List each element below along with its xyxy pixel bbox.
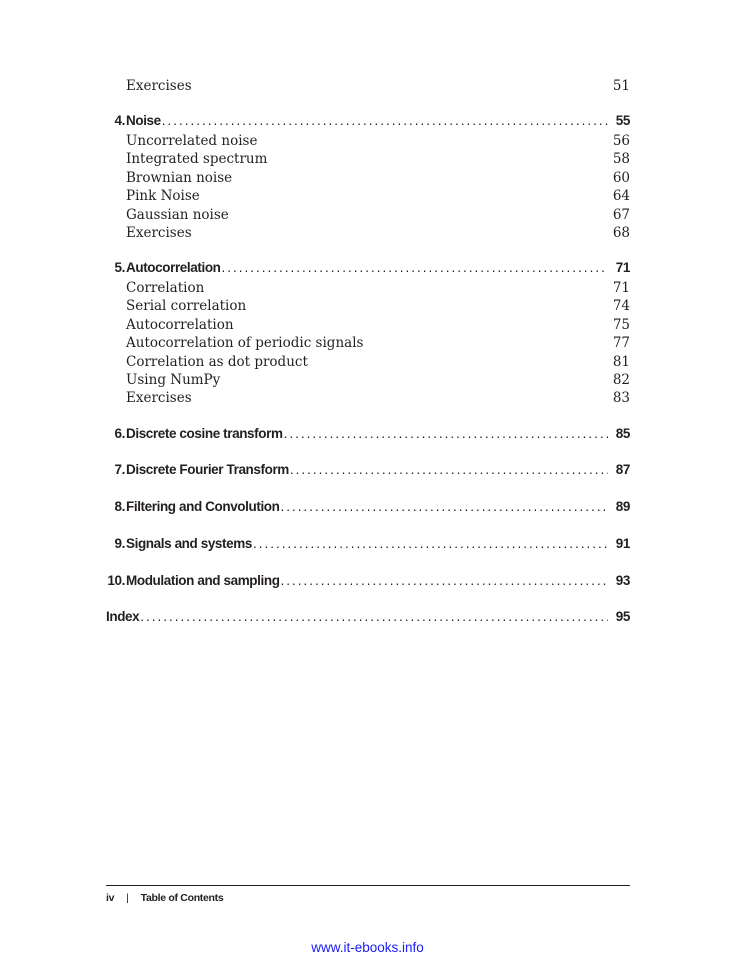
toc-chapter-4[interactable] [95, 111, 630, 131]
toc-entry-label: Brownian noise [126, 170, 233, 186]
chapter-title: Autocorrelation [126, 260, 221, 275]
toc-entry-label: Using NumPy [126, 372, 221, 388]
footer-separator: | [126, 892, 129, 904]
toc-chapter-6[interactable] [95, 424, 630, 444]
toc-entry-label: Gaussian noise [126, 207, 229, 223]
toc-entry[interactable] [126, 333, 630, 353]
toc-entry-page: 75 [612, 317, 630, 333]
chapter-number: 7. [114, 462, 125, 477]
toc-entry[interactable] [126, 223, 630, 243]
toc-entry-page: 51 [612, 78, 630, 94]
dot-leader [284, 424, 608, 444]
toc-entry[interactable] [126, 388, 630, 408]
toc-entry-label: Correlation [126, 280, 205, 296]
chapter-title: Discrete Fourier Transform [126, 462, 289, 477]
toc-entry-label: Exercises [126, 225, 192, 241]
toc-entry[interactable] [126, 296, 630, 316]
page-footer [106, 890, 223, 906]
watermark-link[interactable]: www.it-ebooks.info [311, 940, 424, 955]
chapter-title: Filtering and Convolution [126, 499, 280, 514]
chapter-number: 4. [114, 113, 125, 128]
toc-entry-label: Uncorrelated noise [126, 133, 258, 149]
footer-page-number: iv [106, 892, 115, 904]
toc-entry[interactable] [126, 186, 630, 206]
chapter-number: 6. [114, 426, 125, 441]
toc-entry-label: Autocorrelation [126, 317, 234, 333]
toc-chapter-7[interactable] [95, 460, 630, 480]
toc-entry[interactable] [126, 205, 630, 225]
toc-entry-page: 81 [612, 354, 630, 370]
dot-leader [140, 607, 608, 627]
dot-leader [280, 497, 608, 517]
toc-entry-label: Pink Noise [126, 188, 200, 204]
chapter-page: 55 [615, 113, 630, 128]
dot-leader [281, 571, 608, 591]
toc-entry[interactable] [126, 278, 630, 298]
dot-leader [222, 258, 608, 278]
dot-leader [290, 460, 608, 480]
chapter-page: 89 [615, 499, 630, 514]
chapter-title: Noise [126, 113, 161, 128]
toc-entry-page: 74 [612, 298, 630, 314]
toc-entry[interactable] [126, 76, 630, 96]
toc-entry[interactable] [126, 149, 630, 169]
toc-entry-label: Exercises [126, 390, 192, 406]
toc-entry-page: 58 [612, 151, 630, 167]
toc-entry-page: 64 [612, 188, 630, 204]
toc-entry-label: Correlation as dot product [126, 354, 308, 370]
toc-entry-label: Autocorrelation of periodic signals [126, 335, 364, 351]
chapter-number: 5. [114, 260, 125, 275]
footer-rule [106, 885, 630, 886]
toc-entry[interactable] [126, 315, 630, 335]
chapter-page: 71 [615, 260, 630, 275]
dot-leader [162, 111, 608, 131]
toc-entry-page: 68 [612, 225, 630, 241]
chapter-page: 93 [615, 573, 630, 588]
dot-leader [253, 534, 608, 554]
toc-entry-label: Exercises [126, 78, 192, 94]
toc-entry-page: 77 [612, 335, 630, 351]
toc-index[interactable] [106, 607, 630, 627]
toc-chapter-9[interactable] [95, 534, 630, 554]
toc-entry-page: 71 [612, 280, 630, 296]
chapter-title: Discrete cosine transform [126, 426, 283, 441]
toc-entry-page: 60 [612, 170, 630, 186]
index-page: 95 [615, 609, 630, 624]
toc-chapter-10[interactable] [95, 571, 630, 591]
toc-entry-label: Serial correlation [126, 298, 247, 314]
toc-entry[interactable] [126, 370, 630, 390]
chapter-page: 85 [615, 426, 630, 441]
chapter-number: 8. [114, 499, 125, 514]
toc-entry-page: 83 [612, 390, 630, 406]
toc-entry-page: 56 [612, 133, 630, 149]
toc-entry-page: 82 [612, 372, 630, 388]
chapter-number: 10. [107, 573, 125, 588]
chapter-title: Modulation and sampling [126, 573, 280, 588]
chapter-page: 91 [615, 536, 630, 551]
toc-entry-page: 67 [612, 207, 630, 223]
toc-chapter-5[interactable] [95, 258, 630, 278]
chapter-number: 9. [114, 536, 125, 551]
toc-chapter-8[interactable] [95, 497, 630, 517]
index-title: Index [106, 609, 140, 624]
chapter-page: 87 [615, 462, 630, 477]
toc-entry-label: Integrated spectrum [126, 151, 268, 167]
toc-entry[interactable] [126, 131, 630, 151]
toc-entry[interactable] [126, 168, 630, 188]
footer-section-title: Table of Contents [140, 892, 224, 904]
chapter-title: Signals and systems [126, 536, 252, 551]
toc-entry[interactable] [126, 352, 630, 372]
